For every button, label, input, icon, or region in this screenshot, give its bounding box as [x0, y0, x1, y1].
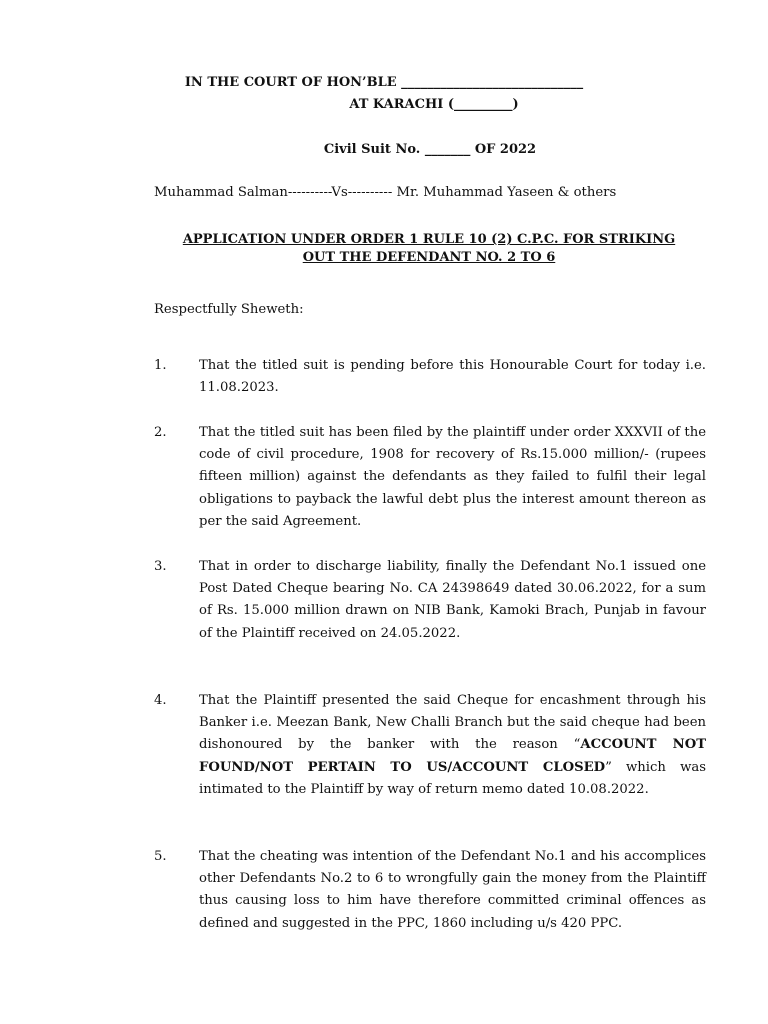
- suit-number-heading: Civil Suit No. _______ OF 2022: [323, 142, 537, 157]
- paragraph-1: [154, 355, 706, 399]
- place-heading: AT KARACHI (_________): [349, 97, 519, 112]
- paragraph-number: 2.: [154, 425, 167, 440]
- salutation: Respectfully Sheweth:: [154, 302, 304, 317]
- dishonour-reason: ACCOUNT NOT FOUND/NOT PERTAIN TO US/ACCOUNT CLOSED: [199, 737, 707, 775]
- application-title-line-2: OUT THE DEFENDANT NO. 2 TO 6: [302, 250, 556, 265]
- paragraph-number: 5.: [154, 849, 167, 864]
- court-heading: IN THE COURT OF HON’BLE ____________________________: [184, 75, 584, 90]
- application-title-line-1: APPLICATION UNDER ORDER 1 RULE 10 (2) C.P.C. FOR STRIKING: [182, 232, 676, 247]
- paragraph-number: 4.: [154, 693, 167, 708]
- paragraph-3: [154, 556, 706, 645]
- paragraph-5: [154, 846, 706, 935]
- paragraph-2: [154, 422, 706, 533]
- paragraph-text-after: ” which was intimated to the Plaintiff by way of return memo dated 10.08.2022.: [199, 759, 707, 797]
- paragraph-number: 3.: [154, 559, 167, 574]
- paragraph-number: 1.: [154, 358, 167, 373]
- paragraph-text: That the cheating was intention of the Defendant No.1 and his accomplices other Defendants No.2 to 6 to wrongfully gain the money from the Plaintiff thus causing loss to him have therefore committed criminal offences as defined and suggested in the PPC, 1860 including u/s 420 PPC.: [199, 849, 706, 931]
- paragraph-text: That the titled suit has been filed by the plaintiff under order XXXVII of the code of civil procedure, 1908 for recovery of Rs.15.000 million/- (rupees fifteen million) against the defendants as they failed to fulfil their legal obligations to payback the lawful debt plus the interest amount thereon as per the said Agreement.: [199, 425, 706, 529]
- paragraph-4: [154, 690, 706, 801]
- application-title: [150, 231, 708, 267]
- paragraph-text-before: That the Plaintiff presented the said Cheque for encashment through his Banker i.e. Meezan Bank, New Challi Branch but the said cheque had been dishonoured by the banker with the reason “: [199, 693, 706, 753]
- paragraph-text: [199, 690, 706, 801]
- paragraph-text: That in order to discharge liability, finally the Defendant No.1 issued one Post Dated Cheque bearing No. CA 24398649 dated 30.06.2022, for a sum of Rs. 15.000 million drawn on NIB Bank, Kamoki Brach, Punjab in favour of the Plaintiff received on 24.05.2022.: [199, 559, 706, 641]
- parties-line: Muhammad Salman----------Vs---------- Mr. Muhammad Yaseen & others: [154, 185, 617, 200]
- paragraph-text: That the titled suit is pending before this Honourable Court for today i.e. 11.08.2023.: [199, 358, 706, 396]
